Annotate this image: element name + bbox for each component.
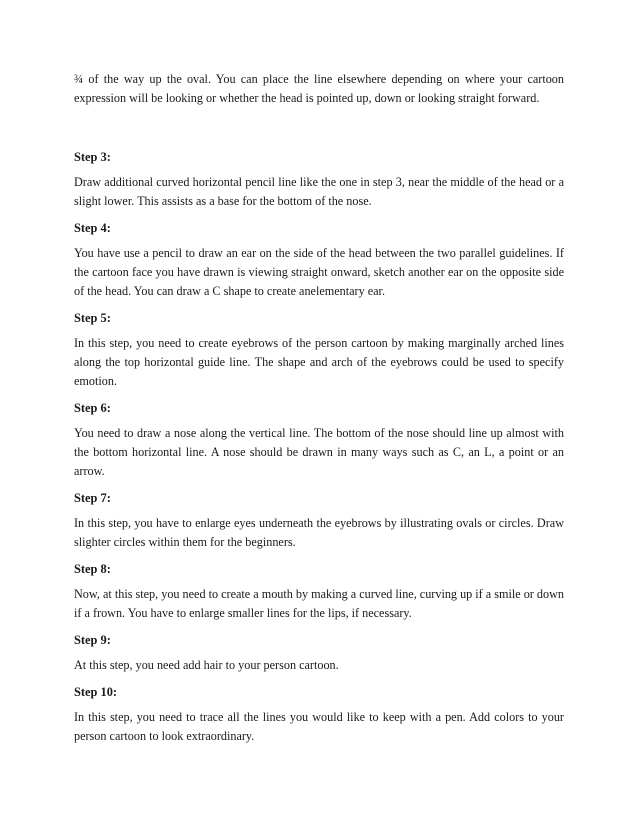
step-8-section xyxy=(74,560,564,623)
step-7-section xyxy=(74,489,564,552)
step-body: In this step, you need to trace all the lines you would like to keep with a pen. Add colors to your person cartoon to look extraordinary. xyxy=(74,710,564,743)
step-body: In this step, you have to enlarge eyes underneath the eyebrows by illustrating ovals or circles. Draw slighter circles within them for the beginners. xyxy=(74,516,564,549)
step-heading: Step 5: xyxy=(74,311,111,325)
step-heading: Step 10: xyxy=(74,685,118,699)
step-4-section xyxy=(74,219,564,301)
step-body: Now, at this step, you need to create a mouth by making a curved line, curving up if a smile or down if a frown. You have to enlarge smaller lines for the lips, if necessary. xyxy=(74,587,564,620)
step-heading: Step 8: xyxy=(74,562,111,576)
step-10-section xyxy=(74,683,564,746)
step-9-section xyxy=(74,631,564,675)
step-body: You need to draw a nose along the vertical line. The bottom of the nose should line up almost with the bottom horizontal line. A nose should be drawn in many ways such as C, an L, a point or an arrow. xyxy=(74,426,564,478)
step-5-section xyxy=(74,309,564,391)
step-heading: Step 4: xyxy=(74,221,111,235)
step-body: Draw additional curved horizontal pencil line like the one in step 3, near the middle of the head or a slight lower. This assists as a base for the bottom of the nose. xyxy=(74,175,564,208)
step-heading: Step 3: xyxy=(74,150,111,164)
step-body: You have use a pencil to draw an ear on the side of the head between the two parallel guidelines. If the cartoon face you have drawn is viewing straight onward, sketch another ear on the opposite side of the head. You can draw a C shape to create anelementary ear. xyxy=(74,246,564,298)
document-page xyxy=(74,70,564,754)
intro-paragraph: ¾ of the way up the oval. You can place the line elsewhere depending on where your cartoon expression will be looking or whether the head is pointed up, down or looking straight forward. xyxy=(74,72,564,105)
step-body: At this step, you need add hair to your person cartoon. xyxy=(74,658,339,672)
step-heading: Step 7: xyxy=(74,491,111,505)
step-3-section xyxy=(74,148,564,211)
step-body: In this step, you need to create eyebrows of the person cartoon by making marginally arched lines along the top horizontal guide line. The shape and arch of the eyebrows could be used to specify emotion. xyxy=(74,336,564,388)
step-heading: Step 9: xyxy=(74,633,111,647)
step-6-section xyxy=(74,399,564,481)
step-heading: Step 6: xyxy=(74,401,111,415)
